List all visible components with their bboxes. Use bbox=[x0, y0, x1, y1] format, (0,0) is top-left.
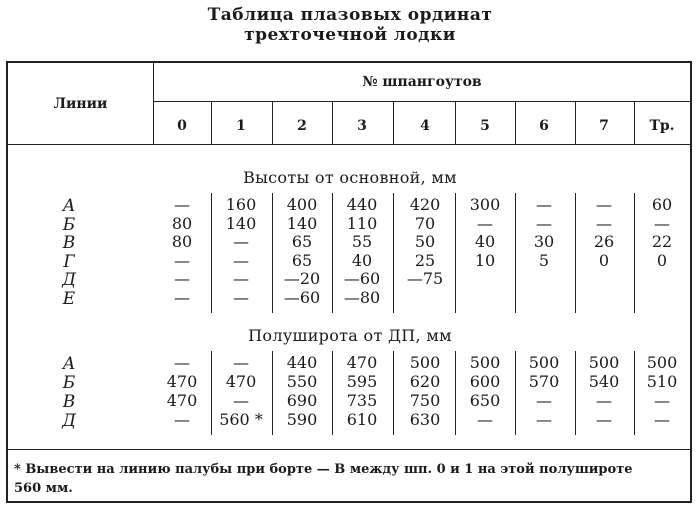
frame-column-header: 0 bbox=[177, 118, 187, 134]
column-separator bbox=[272, 193, 273, 313]
table-cell: 470 bbox=[225, 372, 257, 391]
section-heights-title: Высоты от основной, мм bbox=[243, 168, 457, 187]
column-separator bbox=[393, 351, 394, 435]
frame-column-header: 5 bbox=[480, 118, 490, 134]
table-cell: — bbox=[174, 250, 190, 270]
table-cell: —80 bbox=[343, 288, 381, 307]
table-cell: — bbox=[536, 410, 552, 429]
table-cell: 600 bbox=[469, 372, 501, 391]
footnote-line2: 560 мм. bbox=[14, 481, 73, 496]
table-cell: 560 * bbox=[219, 410, 263, 429]
table-cell: 510 bbox=[646, 372, 678, 391]
frame-column-header: Тр. bbox=[649, 118, 675, 134]
column-separator bbox=[515, 102, 516, 145]
table-cell: — bbox=[654, 391, 670, 410]
line-label: Д bbox=[62, 411, 76, 431]
table-cell: 570 bbox=[528, 372, 560, 391]
table-cell: 650 bbox=[469, 391, 501, 410]
table-cell: 5 bbox=[538, 250, 550, 270]
line-label: Д bbox=[62, 270, 76, 291]
column-separator bbox=[211, 193, 212, 313]
footnote-rule bbox=[7, 449, 691, 450]
line-label: А bbox=[62, 354, 76, 374]
column-separator bbox=[515, 193, 516, 313]
table-cell: 160 bbox=[225, 195, 257, 214]
table-cell: — bbox=[233, 250, 249, 270]
table-cell: — bbox=[233, 232, 249, 252]
table-cell: — bbox=[477, 410, 493, 429]
frame-column-header: 7 bbox=[599, 118, 609, 134]
table-cell: 55 bbox=[351, 232, 373, 252]
table-cell: — bbox=[233, 269, 249, 289]
table-cell: 690 bbox=[286, 391, 318, 410]
table-cell: 610 bbox=[346, 410, 378, 429]
table-cell: 590 bbox=[286, 410, 318, 429]
column-separator bbox=[332, 193, 333, 313]
table-cell: 110 bbox=[346, 213, 378, 233]
column-separator bbox=[455, 102, 456, 145]
frame-column-header: 2 bbox=[297, 118, 307, 134]
table-cell: — bbox=[477, 213, 493, 233]
table-cell: 400 bbox=[286, 195, 318, 214]
table-cell: —60 bbox=[283, 288, 321, 307]
table-cell: 470 bbox=[166, 372, 198, 391]
table-cell: 25 bbox=[414, 250, 436, 270]
table-cell: —20 bbox=[283, 269, 321, 289]
column-separator bbox=[272, 351, 273, 435]
table-cell: 60 bbox=[651, 195, 673, 214]
line-label: В bbox=[62, 233, 76, 254]
table-cell: 500 bbox=[588, 353, 620, 372]
table-cell: 420 bbox=[409, 195, 441, 214]
column-separator bbox=[211, 351, 212, 435]
column-separator bbox=[272, 102, 273, 145]
table-cell: — bbox=[233, 288, 249, 307]
table-cell: 65 bbox=[291, 232, 313, 252]
table-cell: — bbox=[596, 410, 612, 429]
table-cell: — bbox=[596, 391, 612, 410]
column-separator bbox=[455, 193, 456, 313]
table-cell: 40 bbox=[474, 232, 496, 252]
table-cell: 735 bbox=[346, 391, 378, 410]
table-cell: 70 bbox=[414, 213, 436, 233]
table-cell: —75 bbox=[406, 269, 444, 289]
header-rule-bottom bbox=[7, 144, 691, 145]
table-cell: 140 bbox=[225, 213, 257, 233]
table-cell: 595 bbox=[346, 372, 378, 391]
table-cell: — bbox=[174, 269, 190, 289]
frame-column-header: 3 bbox=[357, 118, 367, 134]
line-label: Г bbox=[63, 251, 75, 272]
table-cell: 630 bbox=[409, 410, 441, 429]
frame-column-header: 1 bbox=[236, 118, 246, 134]
table-cell: 500 bbox=[409, 353, 441, 372]
table-cell: 26 bbox=[593, 232, 615, 252]
column-separator bbox=[515, 351, 516, 435]
table-cell: — bbox=[596, 195, 612, 214]
line-label: В bbox=[62, 392, 76, 412]
table-cell: 0 bbox=[656, 250, 668, 270]
table-cell: 500 bbox=[469, 353, 501, 372]
column-separator bbox=[332, 102, 333, 145]
table-cell: 550 bbox=[286, 372, 318, 391]
table-cell: 440 bbox=[286, 353, 318, 372]
column-separator bbox=[332, 351, 333, 435]
section-halfbreadths-title: Полуширота от ДП, мм bbox=[248, 326, 452, 345]
frame-column-header: 4 bbox=[420, 118, 430, 134]
table-cell: 540 bbox=[588, 372, 620, 391]
column-separator bbox=[634, 102, 635, 145]
table-cell: 620 bbox=[409, 372, 441, 391]
line-label: Б bbox=[62, 214, 76, 235]
table-cell: — bbox=[536, 213, 552, 233]
table-cell: 470 bbox=[166, 391, 198, 410]
table-title-line1: Таблица плазовых ординат bbox=[207, 5, 493, 25]
frame-column-header: 6 bbox=[539, 118, 549, 134]
table-cell: 10 bbox=[474, 250, 496, 270]
table-cell: — bbox=[596, 213, 612, 233]
table-cell: 300 bbox=[469, 195, 501, 214]
table-cell: — bbox=[233, 353, 249, 372]
table-title-line2: трехточечной лодки bbox=[244, 25, 456, 45]
table-cell: 500 bbox=[528, 353, 560, 372]
line-label: Е bbox=[62, 289, 76, 309]
table-cell: —60 bbox=[343, 269, 381, 289]
table-cell: 22 bbox=[651, 232, 673, 252]
table-cell: 140 bbox=[286, 213, 318, 233]
table-cell: 0 bbox=[598, 250, 610, 270]
table-cell: 30 bbox=[533, 232, 555, 252]
column-separator bbox=[575, 351, 576, 435]
header-rule-frames bbox=[153, 101, 691, 102]
table-cell: 50 bbox=[414, 232, 436, 252]
frames-header: № шпангоутов bbox=[362, 74, 482, 90]
table-cell: 80 bbox=[171, 232, 193, 252]
table-cell: — bbox=[174, 288, 190, 307]
lines-column-header: Линии bbox=[53, 96, 108, 112]
table-cell: — bbox=[536, 391, 552, 410]
table-cell: — bbox=[654, 213, 670, 233]
table-cell: — bbox=[233, 391, 249, 410]
footnote-line1: * Вывести на линию палубы при борте — В между шп. 0 и 1 на этой полушироте bbox=[14, 462, 633, 477]
column-separator bbox=[211, 102, 212, 145]
table-cell: 80 bbox=[171, 213, 193, 233]
table-cell: 40 bbox=[351, 250, 373, 270]
table-cell: — bbox=[654, 410, 670, 429]
column-separator bbox=[634, 193, 635, 313]
table-cell: 500 bbox=[646, 353, 678, 372]
line-label: А bbox=[62, 196, 76, 216]
table-cell: 440 bbox=[346, 195, 378, 214]
column-separator bbox=[575, 102, 576, 145]
table-cell: 65 bbox=[291, 250, 313, 270]
table-cell: — bbox=[174, 410, 190, 429]
column-separator bbox=[393, 102, 394, 145]
table-cell: 470 bbox=[346, 353, 378, 372]
column-separator bbox=[393, 193, 394, 313]
table-cell: — bbox=[536, 195, 552, 214]
table-cell: 750 bbox=[409, 391, 441, 410]
column-separator bbox=[455, 351, 456, 435]
column-separator bbox=[575, 193, 576, 313]
table-cell: — bbox=[174, 195, 190, 214]
line-label: Б bbox=[62, 373, 76, 393]
table-cell: — bbox=[174, 353, 190, 372]
column-separator bbox=[634, 351, 635, 435]
